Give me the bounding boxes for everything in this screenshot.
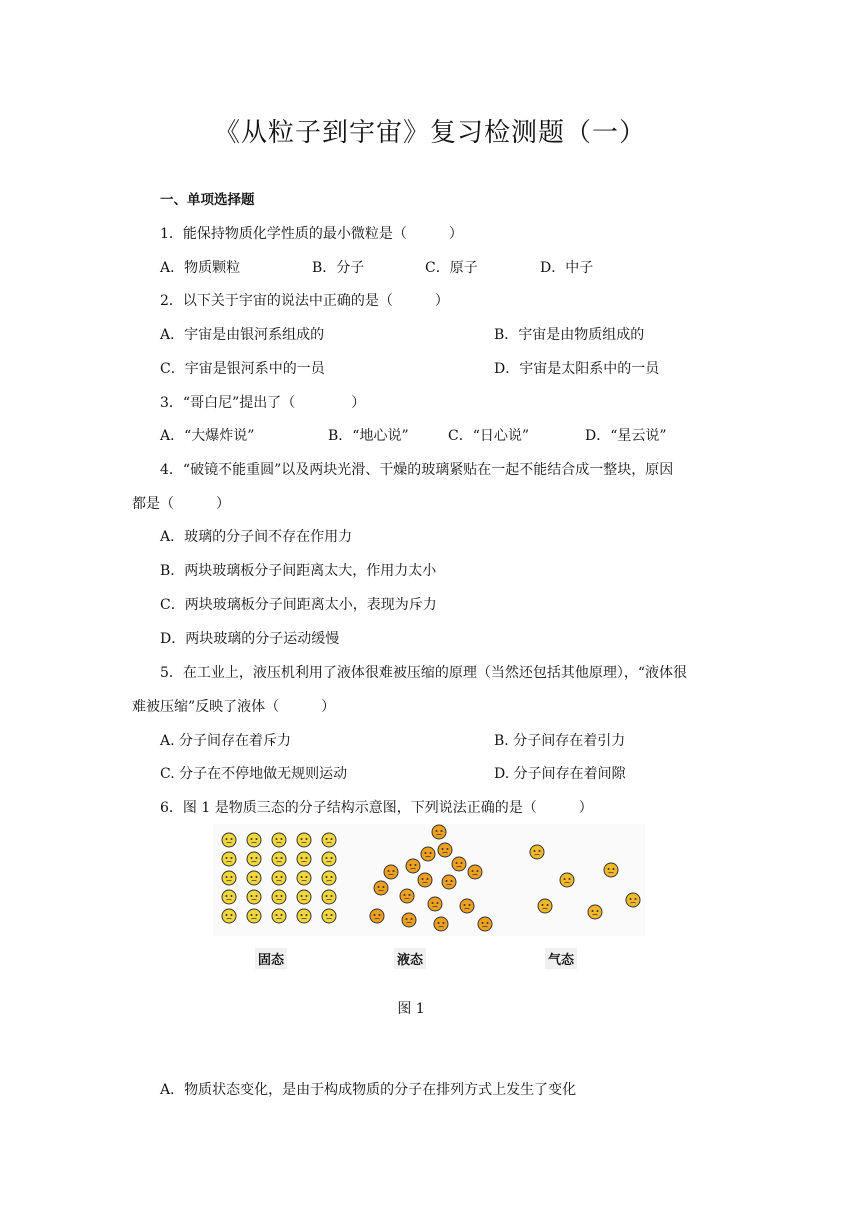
question-5-stem-line-1: 5．在工业上，液压机利用了液体很难被压缩的原理（当然还包括其他原理），“液体很 — [160, 665, 688, 681]
liquid-molecule — [442, 875, 456, 889]
q1-option-c: C．原子 — [425, 260, 478, 276]
liquid-molecule — [438, 843, 452, 857]
liquid-molecule — [400, 889, 414, 903]
q5-option-b: B. 分子间存在着引力 — [494, 733, 626, 749]
q1-option-b: B．分子 — [312, 260, 365, 276]
question-4-stem-line-1: 4．“破镜不能重圆”以及两块光滑、干燥的玻璃紧贴在一起不能结合成一整块，原因 — [160, 462, 674, 478]
liquid-molecule — [406, 859, 420, 873]
q3-option-d: D．“星云说” — [585, 428, 667, 444]
q1-option-a: A．物质颗粒 — [160, 260, 241, 276]
liquid-molecule — [418, 873, 432, 887]
liquid-state-label: 液态 — [394, 948, 426, 969]
question-5-stem-line-2: 难被压缩”反映了液体（ ） — [132, 699, 336, 715]
solid-molecule — [222, 833, 236, 847]
gas-state-label: 气态 — [545, 948, 577, 969]
liquid-molecule — [402, 913, 416, 927]
solid-molecule — [247, 890, 261, 904]
liquid-molecule — [452, 857, 466, 871]
solid-molecule — [322, 871, 336, 885]
solid-molecule — [272, 890, 286, 904]
q4-option-c: C．两块玻璃板分子间距离太小，表现为斥力 — [160, 597, 437, 613]
question-2-stem: 2．以下关于宇宙的说法中正确的是（ ） — [160, 293, 449, 309]
question-1-stem: 1．能保持物质化学性质的最小微粒是（ ） — [160, 226, 463, 242]
q2-option-d: D．宇宙是太阳系中的一员 — [494, 361, 660, 377]
solid-molecule — [247, 833, 261, 847]
solid-molecule — [297, 871, 311, 885]
solid-molecule — [222, 871, 236, 885]
liquid-molecule — [478, 917, 492, 931]
question-3-stem: 3．“哥白尼”提出了（ ） — [160, 395, 366, 411]
q3-option-a: A．“大爆炸说” — [160, 428, 255, 444]
question-4-stem-line-2: 都是（ ） — [132, 496, 230, 512]
q1-option-d: D．中子 — [540, 260, 594, 276]
q5-option-d: D. 分子间存在着间隙 — [494, 766, 626, 782]
section-heading: 一、单项选择题 — [160, 192, 255, 208]
gas-molecule — [530, 845, 544, 859]
gas-molecule — [588, 905, 602, 919]
liquid-molecule — [421, 847, 435, 861]
solid-molecule — [247, 909, 261, 923]
solid-molecule — [272, 909, 286, 923]
q6-option-a: A．物质状态变化，是由于构成物质的分子在排列方式上发生了变化 — [160, 1082, 577, 1098]
solid-molecule — [322, 833, 336, 847]
liquid-molecule — [428, 897, 442, 911]
liquid-molecule — [434, 917, 448, 931]
solid-molecule — [247, 852, 261, 866]
solid-molecule — [272, 852, 286, 866]
q3-option-b: B．“地心说” — [328, 428, 409, 444]
solid-molecule — [322, 890, 336, 904]
q2-option-c: C．宇宙是银河系中的一员 — [160, 361, 325, 377]
question-6-stem: 6．图 1 是物质三态的分子结构示意图，下列说法正确的是（ ） — [160, 800, 593, 816]
solid-molecule — [222, 852, 236, 866]
gas-molecule — [604, 863, 618, 877]
solid-molecule — [322, 909, 336, 923]
solid-state-label: 固态 — [255, 948, 287, 969]
page-title: 《从粒子到宇宙》复习检测题（一） — [213, 118, 646, 148]
gas-molecule — [560, 873, 574, 887]
q2-option-a: A．宇宙是由银河系组成的 — [160, 327, 325, 343]
gas-molecule — [538, 899, 552, 913]
solid-molecule — [247, 871, 261, 885]
liquid-molecule — [370, 909, 384, 923]
liquid-molecule — [384, 865, 398, 879]
q4-option-a: A．玻璃的分子间不存在作用力 — [160, 529, 353, 545]
solid-molecule — [322, 852, 336, 866]
solid-molecule — [297, 890, 311, 904]
three-states-molecule-figure — [213, 824, 645, 936]
liquid-molecule — [432, 825, 446, 839]
solid-molecule — [222, 909, 236, 923]
gas-molecule — [626, 893, 640, 907]
q2-option-b: B．宇宙是由物质组成的 — [494, 327, 645, 343]
liquid-molecule — [374, 881, 388, 895]
q5-option-a: A. 分子间存在着斥力 — [160, 733, 292, 749]
q5-option-c: C. 分子在不停地做无规则运动 — [160, 766, 348, 782]
liquid-molecule — [460, 899, 474, 913]
solid-molecule — [297, 852, 311, 866]
solid-molecule — [272, 833, 286, 847]
solid-molecule — [297, 909, 311, 923]
figure-caption: 图 1 — [397, 1001, 425, 1017]
liquid-molecule — [468, 865, 482, 879]
q4-option-b: B．两块玻璃板分子间距离太大，作用力太小 — [160, 563, 437, 579]
solid-molecule — [272, 871, 286, 885]
q3-option-c: C．“日心说” — [448, 428, 530, 444]
solid-molecule — [297, 833, 311, 847]
q4-option-d: D．两块玻璃的分子运动缓慢 — [160, 631, 340, 647]
solid-molecule — [222, 890, 236, 904]
